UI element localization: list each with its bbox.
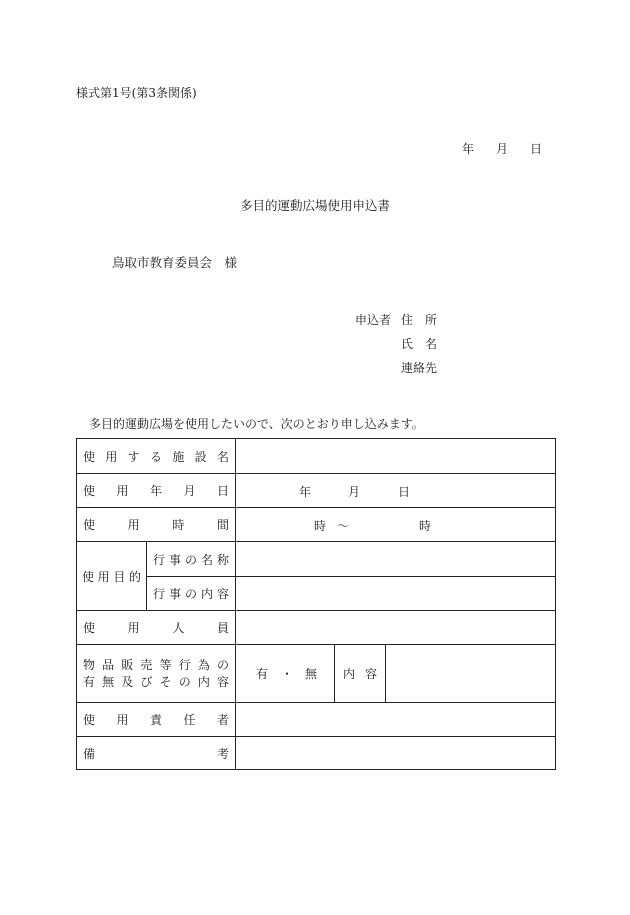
label-char: 名	[200, 552, 213, 567]
label-char: び	[140, 674, 153, 689]
contact-label: 連絡先	[401, 361, 438, 375]
label-char: 行	[153, 552, 166, 567]
address-label: 住 所	[401, 313, 438, 327]
label-char: 者	[216, 713, 229, 727]
no-label: 無	[305, 667, 318, 681]
label-char: 使	[82, 569, 95, 584]
name-label: 氏 名	[401, 337, 438, 351]
label-char: 責	[149, 713, 162, 727]
label-char: 行	[153, 587, 166, 601]
label-char: 考	[216, 746, 229, 761]
label-char: 事	[168, 587, 181, 601]
label-char: 有	[83, 674, 96, 689]
event-content-field[interactable]	[236, 577, 555, 610]
label-char: 無	[102, 674, 115, 689]
label-char: 売	[140, 657, 153, 672]
facility-name-label	[77, 439, 235, 473]
label-char: す	[127, 449, 140, 464]
event-name-field[interactable]	[236, 542, 555, 576]
label-char: 品	[102, 657, 115, 672]
label-char: の	[178, 674, 191, 689]
label-char: の	[184, 587, 197, 601]
label-char: 用	[127, 621, 140, 635]
label-char: 用	[127, 518, 140, 532]
date-line	[462, 140, 542, 157]
addressee: 鳥取市教育委員会 様	[112, 255, 238, 270]
usage-month-label: 月	[348, 485, 361, 499]
document-title: 多目的運動広場使用申込書	[239, 198, 390, 213]
facility-name-field[interactable]	[236, 439, 555, 473]
label-char: 事	[168, 552, 181, 567]
attendees-label	[77, 611, 235, 644]
purpose-label	[77, 542, 146, 610]
event-content-label	[147, 577, 235, 610]
label-char: 容	[216, 587, 229, 601]
usage-time-label	[77, 508, 235, 541]
label-char: 使	[83, 713, 96, 727]
manager-label	[77, 703, 235, 736]
usage-day-label: 日	[398, 485, 411, 499]
label-char: 使	[83, 484, 96, 498]
label-char: 月	[183, 484, 196, 498]
label-char: 容	[216, 674, 229, 689]
content-label	[335, 645, 385, 702]
sales-yes-no-field[interactable]	[236, 645, 334, 702]
remarks-field[interactable]	[236, 737, 555, 769]
usage-date-label	[77, 474, 235, 507]
to-hour-label: 時	[419, 519, 432, 533]
usage-time-field[interactable]	[236, 508, 555, 541]
label-char: 時	[172, 518, 185, 532]
month-label: 月	[496, 142, 509, 156]
label-char: 目	[113, 569, 126, 584]
label-char: の	[184, 552, 197, 567]
label-char: 員	[216, 621, 229, 635]
label-char: 内	[343, 667, 356, 681]
attendees-field[interactable]	[236, 611, 555, 644]
label-char: 年	[149, 484, 162, 498]
label-char: 備	[83, 746, 96, 761]
label-char: 内	[197, 674, 210, 689]
label-char: 用	[105, 449, 118, 464]
label-char: 使	[83, 621, 96, 635]
label-char: 物	[83, 657, 96, 672]
label-char: 用	[116, 713, 129, 727]
label-char: 用	[97, 569, 110, 584]
label-char: 内	[200, 587, 213, 601]
label-char: 等	[159, 657, 172, 672]
label-char: 的	[128, 569, 141, 584]
sales-label	[77, 645, 235, 702]
tilde-label: ～	[337, 519, 350, 533]
label-char: 設	[194, 449, 207, 464]
label-char: 任	[183, 713, 196, 727]
label-char: 名	[216, 449, 229, 464]
label-char: そ	[159, 674, 172, 689]
usage-date-field[interactable]	[236, 474, 555, 507]
applicant-label: 申込者	[355, 313, 392, 327]
label-char: 使	[83, 518, 96, 532]
label-char: 及	[121, 674, 134, 689]
manager-field[interactable]	[236, 703, 555, 736]
yes-label: 有	[256, 667, 269, 681]
label-char: 容	[364, 667, 377, 681]
label-char: 為	[197, 657, 210, 672]
label-char: 称	[216, 552, 229, 567]
year-label: 年	[462, 142, 475, 156]
label-char: 用	[116, 484, 129, 498]
label-char: 人	[172, 621, 185, 635]
from-hour-label: 時	[314, 519, 327, 533]
intro-text: 多目的運動広場を使用したいので、次のとおり申し込みます。	[89, 417, 424, 431]
label-char: る	[149, 449, 162, 464]
application-table	[76, 438, 556, 770]
day-label: 日	[530, 142, 543, 156]
label-char: 間	[216, 518, 229, 532]
label-char: 施	[172, 449, 185, 464]
label-char: 行	[178, 657, 191, 672]
event-name-label	[147, 542, 235, 576]
label-char: の	[216, 657, 229, 672]
label-char: 使	[83, 449, 96, 464]
dot-separator: ・	[281, 667, 294, 681]
label-char: 販	[121, 657, 134, 672]
sales-content-field[interactable]	[386, 645, 555, 702]
label-char: 日	[216, 484, 229, 498]
usage-year-label: 年	[299, 485, 312, 499]
remarks-label	[77, 737, 235, 769]
form-number: 様式第1号(第3条関係)	[76, 86, 197, 100]
